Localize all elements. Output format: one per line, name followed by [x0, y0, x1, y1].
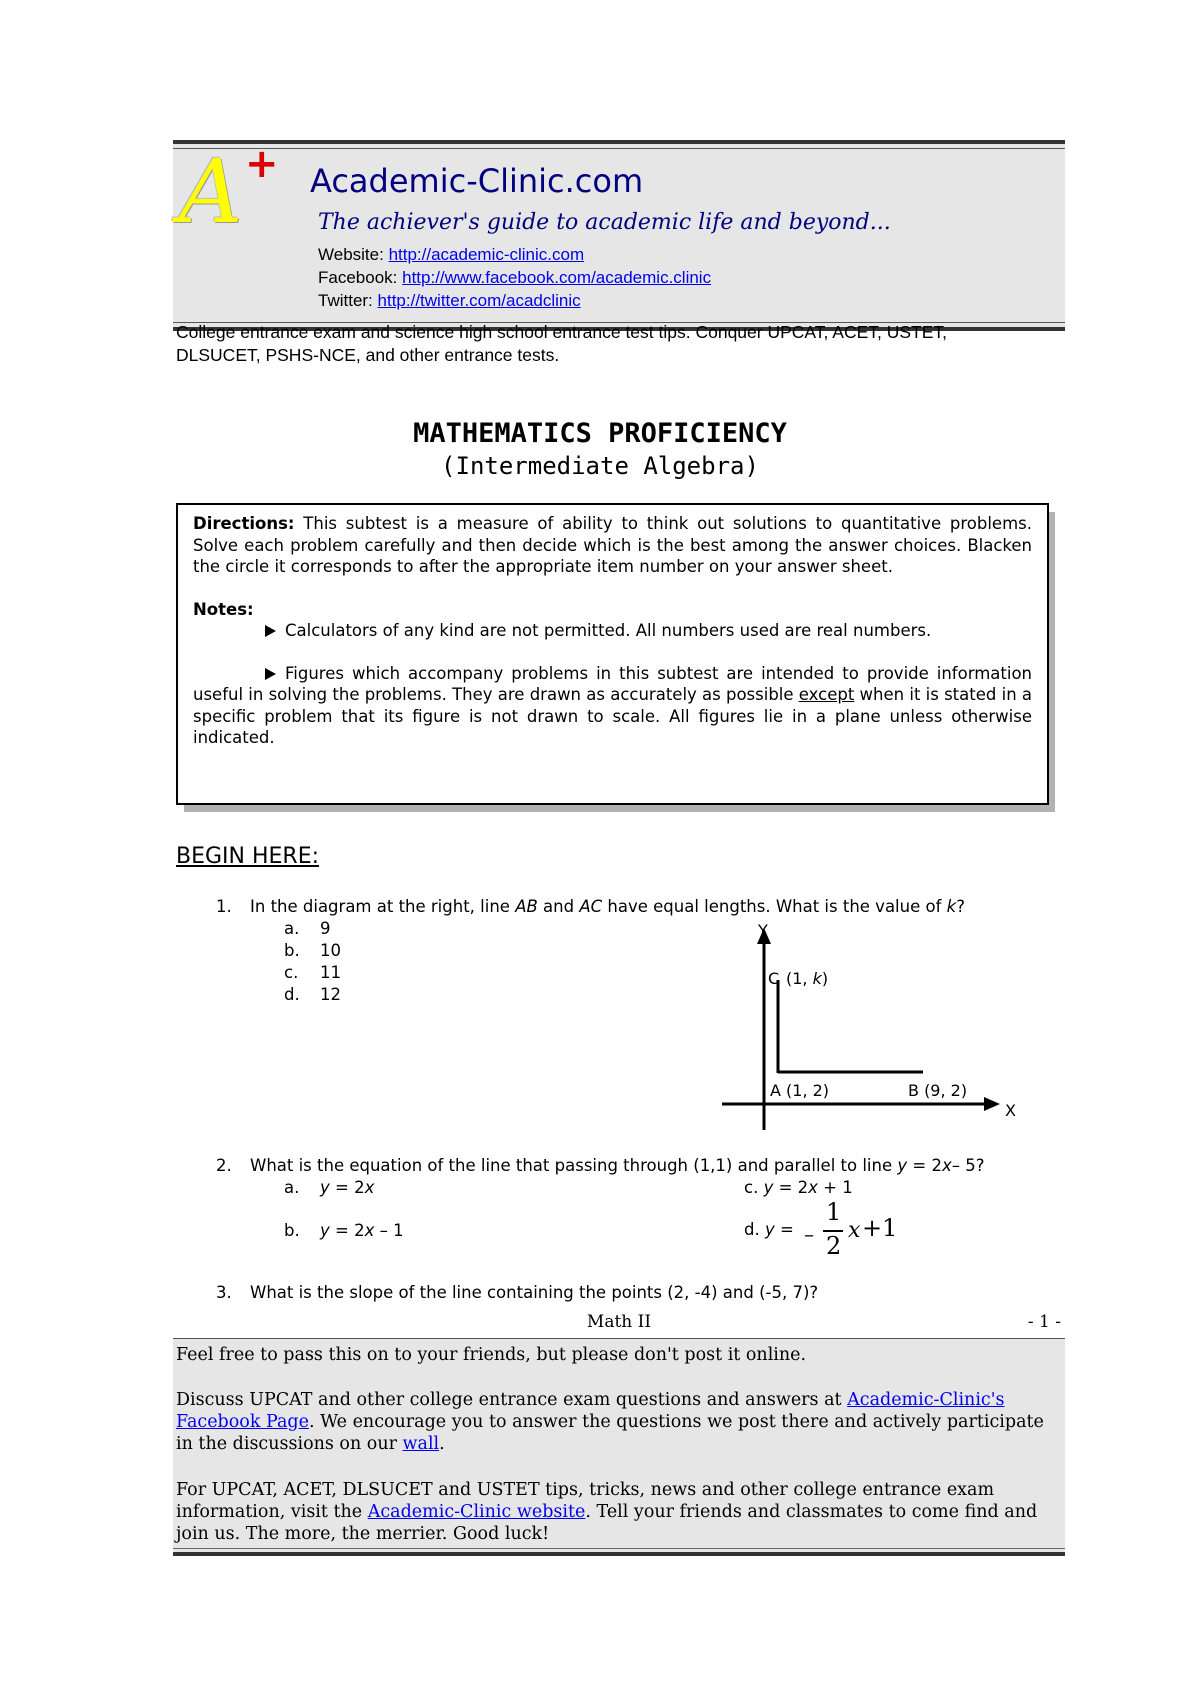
- fraction-x: x: [848, 1218, 861, 1243]
- directions-box: [176, 503, 1049, 805]
- logo-plus: +: [245, 141, 279, 187]
- question-2-text: What is the equation of the line that passing through (1,1) and parallel to line y = 2x– 5?: [250, 1156, 985, 1175]
- brand-name: Academic-Clinic.com: [310, 162, 644, 200]
- note-2-text-b: when it is stated in a specific problem that its figure is not drawn to scale. All figures lie in a plane unless otherwise indicated.: [193, 685, 1033, 747]
- q1-coordinate-diagram: [718, 918, 1028, 1138]
- page-title: MATHEMATICS PROFICIENCY: [413, 418, 787, 449]
- footer-box: [173, 1338, 1065, 1556]
- logo-letter: A: [179, 140, 243, 243]
- q1-choice-d: d. 12: [284, 985, 341, 1004]
- wall-link[interactable]: wall: [402, 1434, 440, 1454]
- twitter-row: [318, 289, 711, 312]
- footer-paragraph-2: Discuss UPCAT and other college entrance exam questions and answers at Academic-Clinic's Facebook Page. We encourage you to answer the questions we post there and actively participate in the discussions on our wall.: [176, 1390, 1044, 1454]
- header-rule-top: [173, 148, 1065, 149]
- contact-links: [318, 243, 711, 312]
- question-3-text: What is the slope of the line containing the points (2, -4) and (-5, 7)?: [250, 1283, 819, 1302]
- notes-label: Notes:: [193, 599, 254, 619]
- note-1: [193, 620, 1032, 642]
- q2-choice-a: a. y = 2x: [284, 1178, 375, 1197]
- q1-choice-a: a. 9: [284, 919, 331, 938]
- footer-paragraph-1: Feel free to pass this on to your friends, but please don't post it online.: [176, 1345, 807, 1365]
- question-1-number: 1.: [216, 897, 232, 916]
- facebook-row: [318, 266, 711, 289]
- facebook-link[interactable]: http://www.facebook.com/academic.clinic: [402, 268, 712, 287]
- footer-rule: [173, 1548, 1065, 1549]
- tagline: The achiever's guide to academic life and beyond...: [318, 210, 891, 235]
- intro-line-1: College entrance exam and science high school entrance test tips. Conquer UPCAT, ACET, USTET,: [176, 322, 948, 342]
- website-label: Website:: [318, 245, 389, 264]
- footer-subject: Math II: [586, 1312, 652, 1332]
- directions-text: This subtest is a measure of ability to think out solutions to quantitative problems. Solve each problem carefully and then decide which is the best among the answer choices. Blacken the circle it corresponds to after the appropriate item number on your answer sheet.: [193, 514, 1032, 576]
- page-subtitle: (Intermediate Algebra): [441, 452, 759, 480]
- point-c-coords: (1, k): [786, 969, 829, 988]
- triangle-bullet-icon: [265, 668, 276, 680]
- point-b-label: B (9, 2): [908, 1081, 968, 1100]
- website-row: [318, 243, 711, 266]
- facebook-label: Facebook:: [318, 268, 403, 287]
- website-link[interactable]: http://academic-clinic.com: [388, 245, 585, 264]
- fraction-denominator: 2: [826, 1232, 842, 1260]
- q2-choice-c: c. y = 2x + 1: [744, 1178, 853, 1197]
- twitter-link[interactable]: http://twitter.com/acadclinic: [377, 291, 581, 310]
- point-a-label: A (1, 2): [770, 1081, 830, 1100]
- page-footer: [173, 1312, 1065, 1338]
- question-1-text: In the diagram at the right, line AB and AC have equal lengths. What is the value of k?: [250, 897, 965, 916]
- note-2-except: except: [798, 685, 855, 704]
- question-2-number: 2.: [216, 1156, 232, 1175]
- fraction-numerator: 1: [826, 1198, 842, 1226]
- note-2-text-a: Figures which accompany problems in this subtest are intended to provide information useful in solving the problems. They are drawn as accurately as possible: [193, 663, 1032, 704]
- twitter-label: Twitter:: [318, 291, 378, 310]
- directions-paragraph: [193, 513, 1032, 578]
- facebook-page-link[interactable]: Academic-Clinic's Facebook Page: [176, 1390, 1005, 1432]
- x-axis-label: X: [1005, 1101, 1016, 1120]
- question-3-number: 3.: [216, 1283, 232, 1302]
- triangle-bullet-icon: [265, 625, 276, 637]
- note-1-text: Calculators of any kind are not permitted. All numbers used are real numbers.: [285, 621, 932, 640]
- q1-choice-b: b. 10: [284, 941, 341, 960]
- q2-choice-b: b. y = 2x – 1: [284, 1221, 404, 1240]
- point-c-label: C: [768, 969, 780, 988]
- q1-choice-c: c. 11: [284, 963, 341, 982]
- x-axis-arrow-icon: [984, 1097, 1000, 1111]
- begin-heading: BEGIN HERE:: [176, 844, 320, 869]
- footer-paragraph-3: For UPCAT, ACET, DLSUCET and USTET tips, tricks, news and other college entrance exam information, visit the Academic-Clinic website. Tell your friends and classmates to come find and join us. The more, the merrier. Good luck!: [176, 1480, 1038, 1544]
- y-axis-label: Y: [758, 921, 768, 940]
- directions-label: Directions:: [193, 514, 295, 533]
- fraction-plus-one: +1: [862, 1214, 898, 1242]
- fraction-sign: –: [804, 1222, 814, 1246]
- website-footer-link[interactable]: Academic-Clinic website: [367, 1502, 586, 1522]
- site-header: [173, 140, 1065, 331]
- intro-line-2: DLSUCET, PSHS-NCE, and other entrance tests.: [176, 345, 560, 365]
- page-number: - 1 -: [1027, 1312, 1061, 1332]
- intro-text: [176, 321, 1062, 367]
- note-2: [193, 663, 1032, 749]
